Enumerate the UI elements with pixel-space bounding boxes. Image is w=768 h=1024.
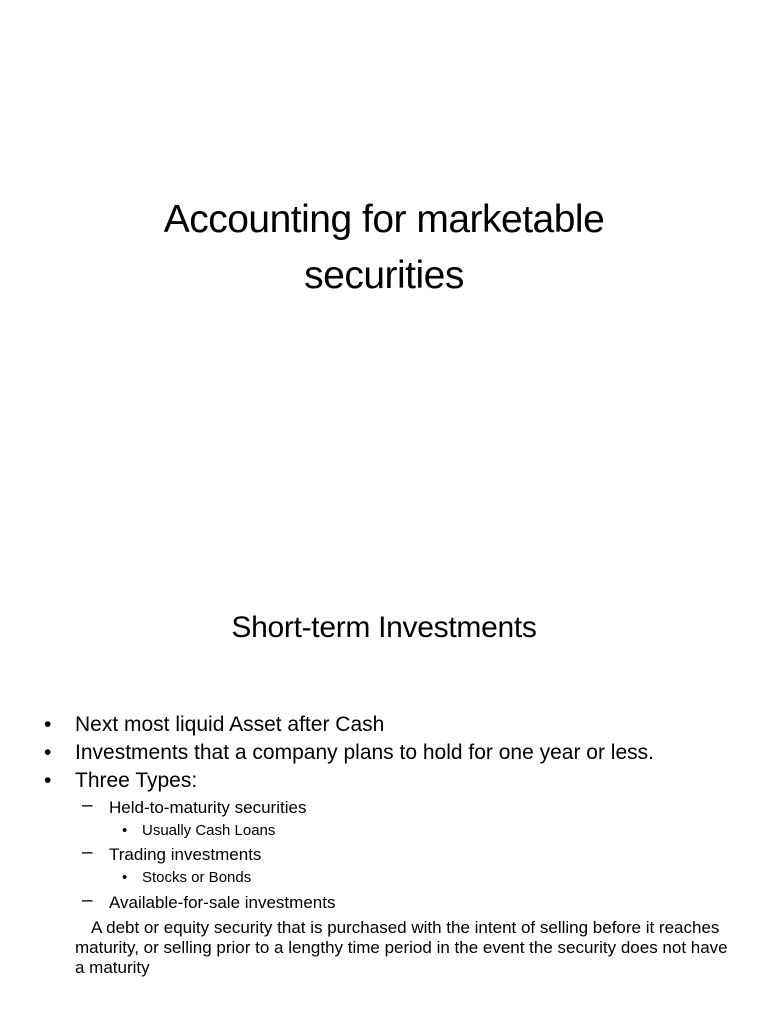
sub-bullet-item — [44, 843, 734, 866]
bullet-text: Three Types: — [75, 769, 198, 792]
bullet-text: Next most liquid Asset after Cash — [75, 713, 385, 736]
sub-bullet-item — [44, 796, 734, 819]
bullet-text: Investments that a company plans to hold for one year or less. — [75, 741, 654, 764]
bullet-icon: • — [122, 822, 128, 839]
dash-icon: – — [82, 890, 93, 911]
sub-sub-bullet-text: Usually Cash Loans — [142, 822, 276, 839]
slide-title — [84, 192, 684, 304]
bullet-list — [44, 711, 734, 978]
sub-sub-bullet-text: Stocks or Bonds — [142, 869, 252, 886]
definition-note: A debt or equity security that is purchased with the intent of selling before it reaches maturity, or selling prior to a lengthy time period in the event the security does not have a maturity — [75, 918, 728, 977]
sub-sub-bullet-item — [44, 866, 734, 889]
sub-bullet-text: Trading investments — [109, 845, 262, 864]
bullet-item — [44, 767, 734, 795]
dash-icon: – — [82, 842, 93, 863]
slide-title-line-2: securities — [304, 254, 464, 297]
bullet-icon: • — [44, 769, 52, 792]
sub-bullet-text: Held-to-maturity securities — [109, 798, 307, 817]
bullet-item — [44, 711, 734, 739]
bullet-icon: • — [44, 713, 52, 736]
dash-icon: – — [82, 795, 93, 816]
section-title: Short-term Investments — [231, 611, 537, 644]
bullet-item — [44, 739, 734, 767]
sub-bullet-text: Available-for-sale investments — [109, 893, 336, 912]
bullet-icon: • — [44, 741, 52, 764]
sub-sub-bullet-item — [44, 819, 734, 842]
sub-bullet-item — [44, 891, 734, 914]
bullet-icon: • — [122, 869, 128, 886]
slide-title-line-1: Accounting for marketable — [163, 198, 605, 241]
